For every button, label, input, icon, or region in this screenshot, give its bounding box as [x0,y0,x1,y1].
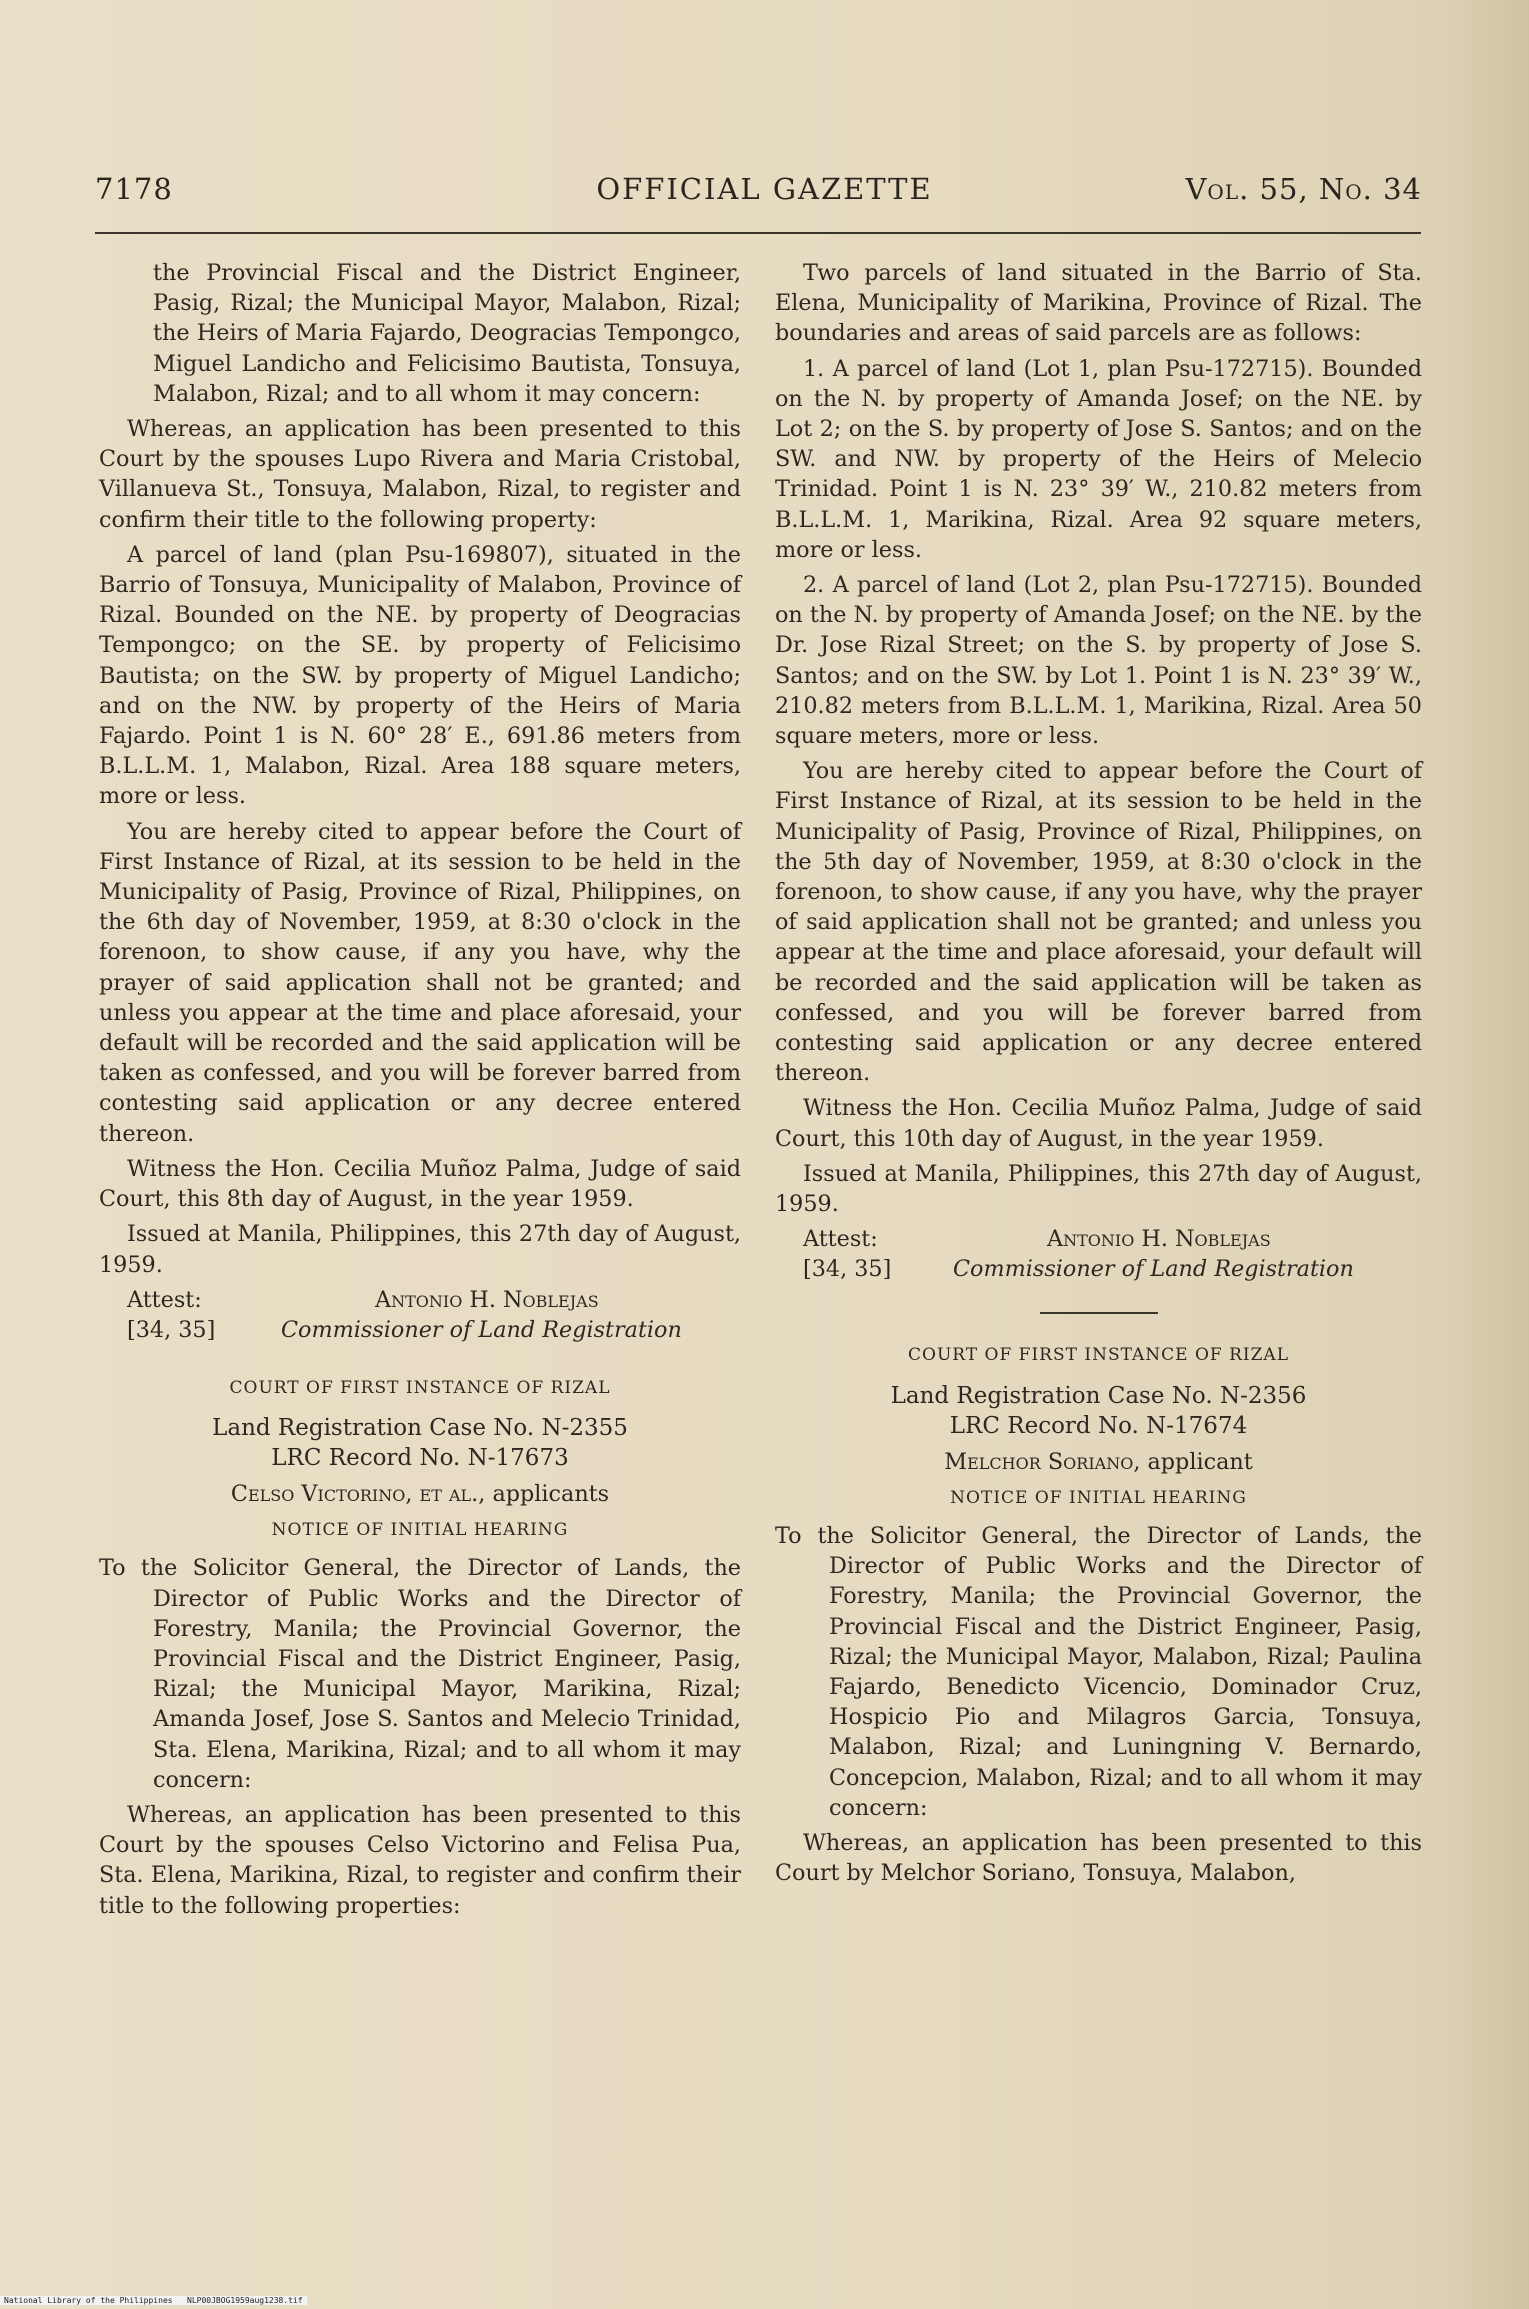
signatory-name: Antonio H. Noblejas [1047,1226,1271,1253]
issue-reference: [34, 35] [803,1256,892,1283]
parcels-intro: Two parcels of land situated in the Barrio of Sta. Elena, Municipality of Marikina, Province of Rizal. The boundaries and areas of said parcels are as follows: [775,260,1422,347]
whereas-paragraph: Whereas, an application has been presented to this Court by the spouses Celso Victorino and Felisa Pua, Sta. Elena, Marikina, Rizal, to register and confirm their title to the following properties: [99,1801,741,1919]
library-credit: National Library of the Philippines [4,2296,173,2305]
citation-paragraph: You are hereby cited to appear before the Court of First Instance of Rizal, at its session to be held in the Municipality of Pasig, Province of Rizal, Philippines, on the 5th day of November, 1959, at 8:30 o'clock in the forenoon, to show cause, if any you have, why the prayer of said application shall not be granted; and unless you appear at the time and place aforesaid, your default will be recorded and the said application will be taken as confessed, and you will be forever barred from contesting said application or any decree entered thereon. [775,758,1422,1087]
applicant-name: Melchor Soriano [944,1448,1134,1475]
notice-heading: NOTICE OF INITIAL HEARING [271,1520,569,1541]
issued-paragraph: Issued at Manila, Philippines, this 27th day of August, 1959. [775,1160,1422,1218]
signatory-title: Commissioner of Land Registration [953,1256,1354,1283]
whereas-paragraph: Whereas, an application has been presented to this Court by the spouses Lupo Rivera and Maria Cristobal, Villanueva St., Tonsuya, Malabon, Rizal, to register and confirm their title to the following property: [99,416,741,533]
case-number: Land Registration Case No. N-2356 [890,1382,1307,1409]
left-column [99,258,741,1926]
applicant-suffix: , applicants [478,1480,610,1507]
applicant-name: Celso Victorino, et al. [230,1480,479,1507]
applicant-line [99,1479,741,1509]
notice-heading: NOTICE OF INITIAL HEARING [950,1487,1247,1508]
issue-reference: [34, 35] [127,1316,216,1343]
addressee-paragraph: To the Solicitor General, the Director of Lands, the Director of Public Works and the Director of Forestry, Manila; the Provincial Governor, the Provincial Fiscal and the District Engineer, Pasig, Rizal; the Municipal Mayor, Marikina, Rizal; Amanda Josef, Jose S. Santos and Melecio Trinidad, Sta. Elena, Marikina, Rizal; and to all whom it may concern: [99,1555,741,1793]
attest-label: Attest: [127,1286,202,1313]
attest-label: Attest: [803,1226,878,1253]
page-number: 7178 [95,172,173,206]
record-number: LRC Record No. N-17673 [271,1444,569,1471]
parcel-1: 1. A parcel of land (Lot 1, plan Psu-172715). Bounded on the N. by property of Amanda Josef; on the NE. by Lot 2; on the S. by property of Jose S. Santos; and on the SW. and NW. by property of the Heirs of Melecio Trinidad. Point 1 is N. 23° 39′ W., 210.82 meters from B.L.L.M. 1, Marikina, Rizal. Area 92 square meters, more or less. [775,355,1422,563]
applicant-line [775,1447,1422,1477]
parcel-description: A parcel of land (plan Psu-169807), situated in the Barrio of Tonsuya, Municipality of Malabon, Province of Rizal. Bounded on the NE. by property of Deogracias Tempongco; on the SE. by property of Felicisimo Bautista; on the SW. by property of Miguel Landicho; and on the NW. by property of the Heirs of Maria Fajardo. Point 1 is N. 60° 28′ E., 691.86 meters from B.L.L.M. 1, Malabon, Rizal. Area 188 square meters, more or less. [99,541,741,810]
applicant-suffix: , applicant [1133,1448,1253,1475]
parcel-2: 2. A parcel of land (Lot 2, plan Psu-172715). Bounded on the N. by property of Amanda Josef; on the NE. by the Dr. Jose Rizal Street; on the S. by property of Jose S. Santos; and on the SW. by Lot 1. Point 1 is N. 23° 39′ W., 210.82 meters from B.L.L.M. 1, Marikina, Rizal. Area 50 square meters, more or less. [775,572,1422,750]
record-number: LRC Record No. N-17674 [949,1412,1248,1439]
witness-paragraph: Witness the Hon. Cecilia Muñoz Palma, Judge of said Court, this 8th day of August, in the year 1959. [99,1155,741,1213]
signatory-name: Antonio H. Noblejas [375,1286,599,1313]
publication-title: OFFICIAL GAZETTE [596,172,933,206]
case-number: Land Registration Case No. N-2355 [212,1414,628,1441]
addressee-paragraph: To the Solicitor General, the Director of Lands, the Director of Public Works and the Director of Forestry, Manila; the Provincial Governor, the Provincial Fiscal and the District Engineer, Pasig, Rizal; the Municipal Mayor, Malabon, Rizal; Paulina Fajardo, Benedicto Vicencio, Dominador Cruz, Hospicio Pio and Milagros Garcia, Tonsuya, Malabon, Rizal; and Luningning V. Bernardo, Concepcion, Malabon, Rizal; and to all whom it may concern: [775,1522,1422,1821]
attest-block [99,1285,741,1347]
scan-filename: NLP00JBOG1959aug1238.tif [187,2296,303,2305]
section-separator [1040,1312,1158,1314]
whereas-paragraph: Whereas, an application has been presented to this Court by Melchor Soriano, Tonsuya, Malabon, [775,1829,1422,1887]
issued-paragraph: Issued at Manila, Philippines, this 27th day of August, 1959. [99,1221,741,1278]
header-rule [95,232,1421,234]
citation-paragraph: You are hereby cited to appear before the Court of First Instance of Rizal, at its session to be held in the Municipality of Pasig, Province of Rizal, Philippines, on the 6th day of November, 1959, at 8:30 o'clock in the forenoon, to show cause, if any you have, why the prayer of said application shall not be granted; and unless you appear at the time and place aforesaid, your default will be recorded and the said application will be taken as confessed, and you will be forever barred from contesting said application or any decree entered thereon. [99,818,741,1147]
signatory-title: Commissioner of Land Registration [281,1316,682,1343]
witness-paragraph: Witness the Hon. Cecilia Muñoz Palma, Judge of said Court, this 10th day of August, in the year 1959. [775,1095,1422,1152]
attest-block [775,1224,1422,1286]
volume-number: Vol. 55, No. 34 [1185,172,1422,206]
court-heading: COURT OF FIRST INSTANCE OF RIZAL [229,1377,611,1398]
court-heading: COURT OF FIRST INSTANCE OF RIZAL [908,1345,1289,1366]
addressee-continuation: the Provincial Fiscal and the District Engineer, Pasig, Rizal; the Municipal Mayor, Malabon, Rizal; the Heirs of Maria Fajardo, Deogracias Tempongco, Miguel Landicho and Felicisimo Bautista, Tonsuya, Malabon, Rizal; and to all whom it may concern: [153,260,741,407]
scan-footer [0,2296,307,2305]
right-column [775,258,1422,1893]
